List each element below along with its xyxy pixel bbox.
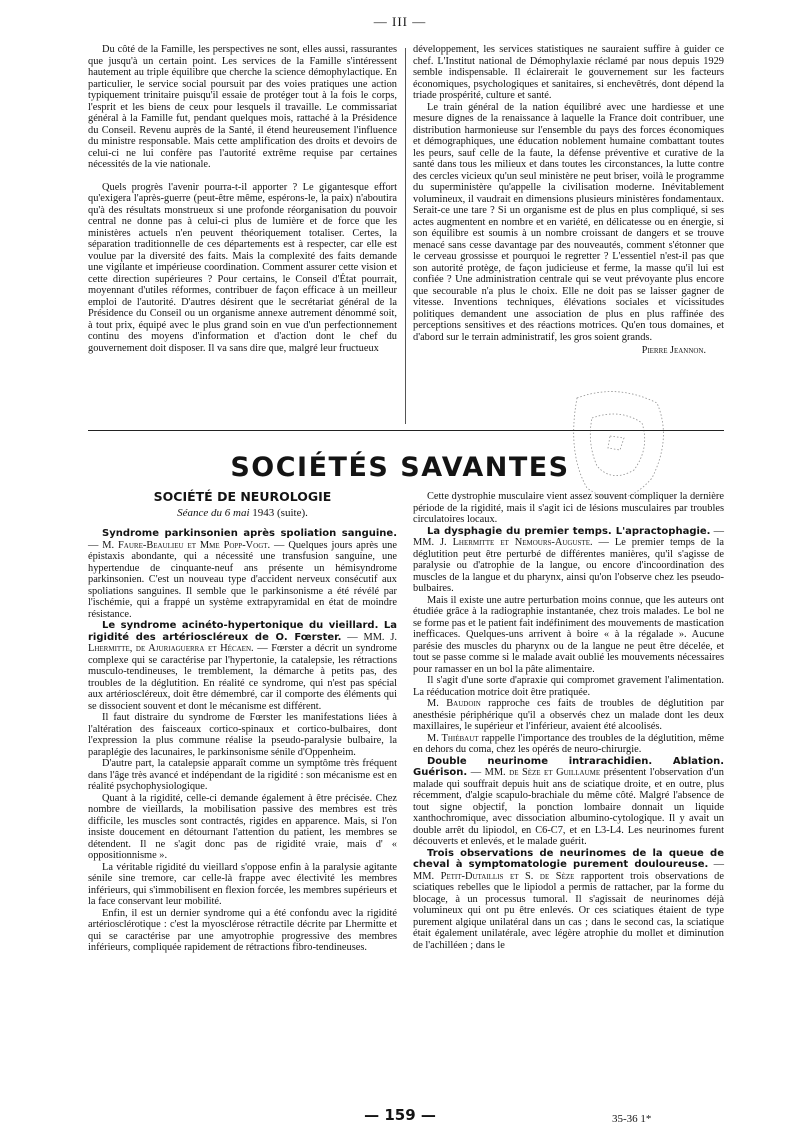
author-signature: Pierre Jeannon.: [641, 345, 706, 356]
communication-text: présentent l'observation d'un malade qui souffrait depuis huit ans de sciatique droite, et en outre, plus récemment, d'algie scapulo-brachiale du même côté. Malgré l'absence de tout signe objectif, la ponction lombaire donnait un liquide xanthochromique, avec dissociation albumino-cytologique. Il y avait un double arrêt du lipiodol, en C6-C7, et en L3-L4. Les neurinomes furent découverts et enlevés, et le malade guérit.: [413, 767, 724, 847]
discussion-text: rappelle l'importance des troubles de la déglutition, même en dehors du coma, chez les opérés de neuro-chirurgie.: [413, 732, 725, 755]
communication-paragraph: Syndrome parkinsonien après spoliation sanguine. — M. Faure-Beaulieu et Mme Popp-Vogt. — Quelques jours après une épistaxis abondante, qui a nécessité une transfusion sanguine, une hypertendue de cinquante-neuf ans présente un hémisyndrome parkinsonien. C'est un nouveau type d'accident nerveux consécutif aux spoliations sanguines. Il semble que le parkinsonisme a été révélé par l'ischémie, qui a frappé un système extrapyramidal en état de moindre résistance.: [88, 528, 397, 620]
communication-paragraph: La dysphagie du premier temps. L'apractophagie. — MM. J. Lhermitte et Nemours-Auguste. — Le premier temps de la déglutition peut être perturbé de différentes manières, qu'il s'agisse de paralysie ou d'atrophie de la langue, ou encore d'incoordination des muscles de la langue et du pharynx, ainsi qu'on l'observe chez les pseudo-bulbaires.: [413, 525, 724, 594]
top-left-column: [88, 44, 397, 354]
seance-year: 1943: [252, 506, 275, 519]
section-title: SOCIÉTÉS SAVANTES: [230, 452, 570, 483]
discussant-name: M. Baudoin: [427, 698, 481, 709]
bottom-right-column: [413, 491, 724, 951]
discussant-name: M. Thiébaut: [427, 732, 479, 744]
bottom-left-column: [88, 491, 397, 954]
society-heading: SOCIÉTÉ DE NEUROLOGIE: [153, 489, 332, 504]
paragraph: Enfin, il est un dernier syndrome qui a été confondu avec la rigidité artériosclérotique : c'est la myosclérose rétractile décrite par Lhermitte et qui se caractérise par une amyotrophie progressive des membres inférieurs, compliquée rapidement de rétractions fibro-tendineuses.: [88, 907, 397, 953]
top-right-column: [413, 44, 724, 357]
communication-title: Double neurinome intrarachidien. Ablation. Guérison.: [413, 755, 724, 778]
communication-title: Le syndrome acinéto-hypertonique du vieillard. La rigidité des artérioscléreux de O. Fœrster.: [88, 620, 397, 643]
footer-page-number: — 159 —: [364, 1106, 436, 1124]
seance-suffix: (suite).: [277, 506, 308, 519]
header-page-number: — III —: [373, 14, 427, 29]
paragraph: Quant à la rigidité, celle-ci demande également à être précisée. Chez nombre de vieillards, la mobilisation passive des membres est très difficile, les muscles sont contractés, rigides en apparence. Mais, si l'on insiste doucement en détournant l'attention du patient, les membres se détendent. Il ne s'agit donc pas de rigidité vraie, mais d' « oppositionnisme ».: [88, 792, 397, 861]
seance-line: [88, 508, 397, 520]
communication-text: Le premier temps de la déglutition peut être perturbé de différentes manières, qu'il s'agisse de paralysie ou d'atrophie de la langue, ou encore d'incoordination des muscles de la langue et du pharynx, ainsi qu'on l'observe chez les pseudo-bulbaires.: [413, 537, 724, 594]
paragraph: Quels progrès l'avenir pourra-t-il apporter ? Le gigantesque effort qu'exigera l'après-guerre (peut-être même, espérons-le, la paix) n'aboutira qu'à des résultats monstrueux si une profonde réorganisation du pouvoir central ne donne pas à celui-ci plus de lumière et de force que les ministères actuels n'en peuvent théoriquement totaliser. Certes, la séparation traditionnelle de ces départements est à respecter, car elle est voulue par la diversité des faits. Mais la complexité des faits demande une vigilante et impérieuse coordination. Comment assurer cette vision et cette direction supérieures ? Pour certains, le Conseil d'État pourrait, moyennant d'utiles réformes, contribuer de façon efficace à un meilleur emploi de l'autorité. D'autres désirent que le secrétariat général de la Présidence du Conseil ou un organisme annexe autrement dénommé soit, à tout prix, équipé avec le plus grand soin en vue d'un perfectionnement continu des moyens d'information et d'action dont le chef du gouvernement doit disposer. Il va sans dire que, malgré leur fructueux: [88, 181, 397, 354]
paragraph: Le train général de la nation équilibré avec une hardiesse et une mesure dignes de la renaissance à laquelle la France doit contribuer, une distribution harmonieuse sur l'ensemble du pays des forces économiques et démographiques, une éducation noblement humaine combattant toutes les peurs, sauf celle de la faute, la défense préventive et curative de la santé dans tous les milieux et dans toutes les circonstances, la lutte contre des cercles vicieux qu'un seul ministère ne peut briser, voilà le programme du superministère qu'appelle la civilisation moderne. Inévitablement volumineux, il vaudrait en dimensions plusieurs ministères fondamentaux. Serait-ce une tare ? Si un organisme est de plus en plus compliqué, si ses actes augmentent en nombre et en variété, en délicatesse ou en énergie, si son équilibre est soumis à un nombre croissant de dangers et se trouve menacé sans cesse davantage par des nouveautés, comment s'étonner que le cerveau grossisse et pourquoi le regretter ? L'essentiel n'est-il pas que son autorité protège, de façon judicieuse et ferme, la masse qu'il lui est confiée ? Une administration centrale qui se veut prévoyante plus encore que secourable n'a plus le choix. Elle ne doit pas se laisser gagner de vitesse. Inventions techniques, élévations sociales et vicissitudes politiques demandent une association de plus en plus raffinée des perceptions sensitives et des réactions motrices. Qu'en tous domaines, et d'abord sur le terrain administratif, les gros soient grands.: [413, 101, 724, 343]
communication-authors: M. Faure-Beaulieu et Mme Popp-Vogt.: [102, 539, 271, 551]
library-stamp-mark: [562, 378, 682, 528]
paragraph: D'autre part, la catalepsie apparaît comme un symptôme très fréquent dans l'âge très avancé et indépendant de la rigidité : son mécanisme est en réalité psychophysiologique.: [88, 758, 397, 792]
communication-authors: MM. de Sèze et Guillaume: [484, 767, 601, 778]
seance-date: 6 mai: [224, 506, 250, 519]
communication-title: La dysphagie du premier temps. L'apractophagie.: [427, 525, 711, 537]
paragraph: Cette dystrophie musculaire vient assez souvent compliquer la dernière période de la rigidité, mais il s'agit ici de lésions musculaires par troubles circulatoires locaux.: [413, 491, 724, 525]
communication-authors: MM. J. Lhermitte et Nemours-Auguste.: [413, 537, 593, 548]
communication-paragraph: Trois observations de neurinomes de la queue de cheval à symptomatologie purement douloureuse. — MM. Petit-Dutaillis et S. de Sèze rapportent trois observations de sciatiques rebelles que le lipiodol a permis de rattacher, par la forme du blocage, à un processus tumoral. Il s'agissait de neurinomes déjà volumineux qui ont pu être enlevés. Or ces sciatiques étaient de type purement algique unilatéral dans un cas ; dans le second cas, la sciatique était également unilatérale, avec légère atrophie du mollet et diminution de l'achilléen ; dans le: [413, 847, 724, 951]
communication-text: Quelques jours après une épistaxis abondante, qui a nécessité une transfusion sanguine, une hypertendue de cinquante-neuf ans présente un hémisyndrome parkinsonien. C'est un nouveau type d'accident nerveux consécutif aux spoliations sanguines. Il semble que le parkinsonisme a été révélé par l'ischémie, qui a frappé un système extrapyramidal en état de moindre résistance.: [88, 539, 397, 620]
discussion-paragraph: [413, 733, 724, 756]
communication-text: rapportent trois observations de sciatiques rebelles que le lipiodol a permis de rattacher, par la forme du blocage, à un processus tumoral. Il s'agissait de neurinomes déjà volumineux qui ont pu être enlevés. Or ces sciatiques étaient de type purement algique unilatéral dans un cas ; dans le second cas, la sciatique était également unilatérale, avec légère atrophie du mollet et diminution de l'achilléen ; dans le: [413, 870, 724, 951]
communication-title: Trois observations de neurinomes de la queue de cheval à symptomatologie purement douloureuse.: [413, 847, 724, 870]
communication-text: Fœrster a décrit un syndrome complexe qui se caractérise par l'hypertonie, la catalepsie, les rétractions musculo-tendineuses, le tremblement, la démarche à petits pas, des troubles de la déglutition. En réalité ce syndrome, qui n'est pas spécial aux artérioscléreux, doit être démembré, car il comporte des éléments qui se dissocient souvent et dont le mécanisme est différent.: [88, 643, 398, 712]
communication-paragraph: Double neurinome intrarachidien. Ablation. Guérison. — MM. de Sèze et Guillaume présentent l'observation d'un malade qui souffrait depuis huit ans de sciatique droite, et en outre, plus récemment, d'algie scapulo-brachiale du même côté. Malgré l'absence de tout signe objectif, la ponction lombaire donnait un liquide xanthochromique, avec dissociation albumino-cytologique. Il y avait un double arrêt du lipiodol, en C6-C7, et en L3-L4. Les neurinomes furent découverts et enlevés, et le malade guérit.: [413, 755, 724, 847]
communication-title: Syndrome parkinsonien après spoliation sanguine.: [102, 528, 397, 539]
communication-paragraph: Le syndrome acinéto-hypertonique du vieillard. La rigidité des artérioscléreux de O. Fœrster. — MM. J. Lhermitte, de Ajuriaguerra et Hécaen. — Fœrster a décrit un syndrome complexe qui se caractérise par l'hypertonie, la catalepsie, les rétractions musculo-tendineuses, le tremblement, la démarche à petits pas, des troubles de la déglutition. En réalité ce syndrome, qui n'est pas spécial aux artérioscléreux, doit être démembré, car il comporte des éléments qui se dissocient souvent et dont le mécanisme est différent.: [88, 620, 398, 712]
seance-prefix: Séance du: [177, 506, 223, 519]
paragraph: Mais il existe une autre perturbation moins connue, que les auteurs ont étudiée grâce à la radiographie instantanée, chez trois malades. Le bol ne se forme pas et le patient fait indéfiniment des mouvements de mastication inefficaces. Quelques-uns arrivent à boire « à la régalade ». Aucune parésie des muscles du pharynx ou de la langue ne peut être décelée, et tout se passe comme si le malade avait oublié les mouvements nécessaires pour ramasser en un bol la pâte alimentaire.: [413, 594, 724, 675]
paragraph: développement, les services statistiques ne sauraient suffire à guider ce chef. L'Institut national de Démophylaxie réclamé par nous depuis 1929 semble indispensable. Il éclairerait le gouvernement sur les facteurs économiques, psychologiques et sanitaires, si enchevêtrés, dont dépend la triade prospérité, culture et santé.: [413, 44, 724, 101]
communication-authors: MM. J. Lhermitte, de Ajuriaguerra et Hécaen.: [88, 631, 397, 654]
discussion-text: rapproche ces faits de troubles de déglutition par anesthésie périphérique qu'il a observés chez un malade dont les deux maxillaires, le supérieur et l'inférieur, avaient été alcoolisés.: [413, 698, 724, 732]
discussion-paragraph: [413, 698, 724, 733]
signature-mark: 35-36 1*: [612, 1113, 652, 1125]
column-divider: [405, 48, 406, 424]
paragraph: Du côté de la Famille, les perspectives ne sont, elles aussi, rassurantes que jusqu'à un certain point. Les services de la Famille s'intéressent hautement au triple équilibre que cherche la science démophylactique. En particulier, le service social poursuit par des voies pratiques une action typiquement trinitaire puisqu'il essaie de protéger tout à la fois le corps, l'esprit et les biens de ceux pour lesquels il travaille. Le commissariat général à la Famille fut, pendant quelques mois, rattaché à la Présidence du Conseil. Revenu auprès de la Santé, il étend heureusement l'influence du ministre responsable. Mais cette amplification des droits et devoirs de celui-ci ne lui confère pas l'autorité extrême requise par certaines nécessités de la vie nationale.: [88, 44, 397, 170]
communication-authors: MM. Petit-Dutaillis et S. de Sèze: [413, 870, 575, 882]
paragraph: Il faut distraire du syndrome de Fœrster les manifestations liées à l'altération des faisceaux cortico-spinaux et cortico-bulbaires, dont l'expression la plus commune réalise la pseudo-paralysie bulbaire, la paraplégie des lacunaires, le parkinsonisme sénile d'Oppenheim.: [88, 712, 397, 758]
paragraph: Il s'agit d'une sorte d'apraxie qui compromet gravement l'alimentation. La rééducation motrice doit être pratiquée.: [413, 675, 724, 698]
paragraph: La véritable rigidité du vieillard s'oppose enfin à la paralysie agitante sénile sine tremore, car celle-là frappe avec électivité les membres inférieurs, qui s'immobilisent en flexion forcée, les membres supérieurs et la face conservant leur mobilité.: [88, 861, 397, 907]
